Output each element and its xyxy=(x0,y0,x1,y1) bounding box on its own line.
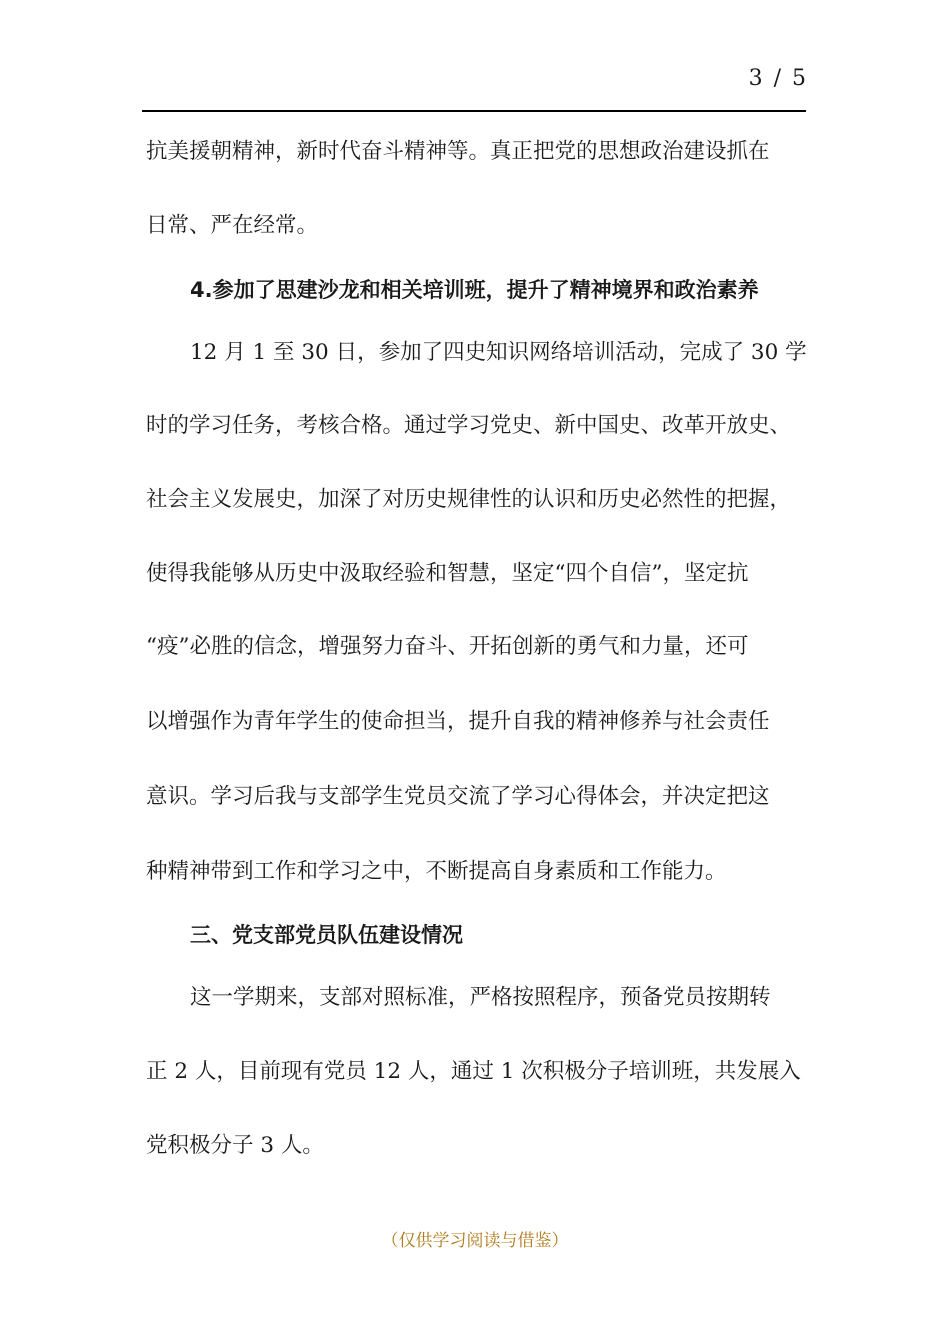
body-line: 意识。学习后我与支部学生党员交流了学习心得体会，并决定把这 xyxy=(146,784,770,809)
body-line: 正 2 人，目前现有党员 12 人，通过 1 次积极分子培训班，共发展入 xyxy=(146,1059,801,1084)
body-line: 时的学习任务，考核合格。通过学习党史、新中国史、改革开放史、 xyxy=(146,413,792,438)
body-line: 日常、严在经常。 xyxy=(146,213,319,238)
paragraph-first-line: 12 月 1 至 30 日，参加了四史知识网络培训活动，完成了 30 学 xyxy=(190,340,807,365)
body-line: 抗美援朝精神，新时代奋斗精神等。真正把党的思想政治建设抓在 xyxy=(146,139,770,164)
body-line: 党积极分子 3 人。 xyxy=(146,1133,324,1158)
body-line: 种精神带到工作和学习之中，不断提高自身素质和工作能力。 xyxy=(146,859,727,884)
section-heading: 三、党支部党员队伍建设情况 xyxy=(190,923,463,947)
body-line: 使得我能够从历史中汲取经验和智慧，坚定“四个自信”，坚定抗 xyxy=(146,561,749,586)
body-line: 社会主义发展史，加深了对历史规律性的认识和历史必然性的把握， xyxy=(146,487,792,512)
section-heading: 4.参加了思建沙龙和相关培训班，提升了精神境界和政治素养 xyxy=(190,278,759,302)
footer-note: （仅供学习阅读与借鉴） xyxy=(381,1231,569,1251)
paragraph-first-line: 这一学期来，支部对照标准，严格按照程序，预备党员按期转 xyxy=(190,985,771,1010)
body-line: 以增强作为青年学生的使命担当，提升自我的精神修养与社会责任 xyxy=(146,709,770,734)
body-line: “疫”必胜的信念，增强努力奋斗、开拓创新的勇气和力量，还可 xyxy=(146,634,749,659)
page-number: 3 / 5 xyxy=(748,66,808,91)
header-rule xyxy=(142,110,806,112)
